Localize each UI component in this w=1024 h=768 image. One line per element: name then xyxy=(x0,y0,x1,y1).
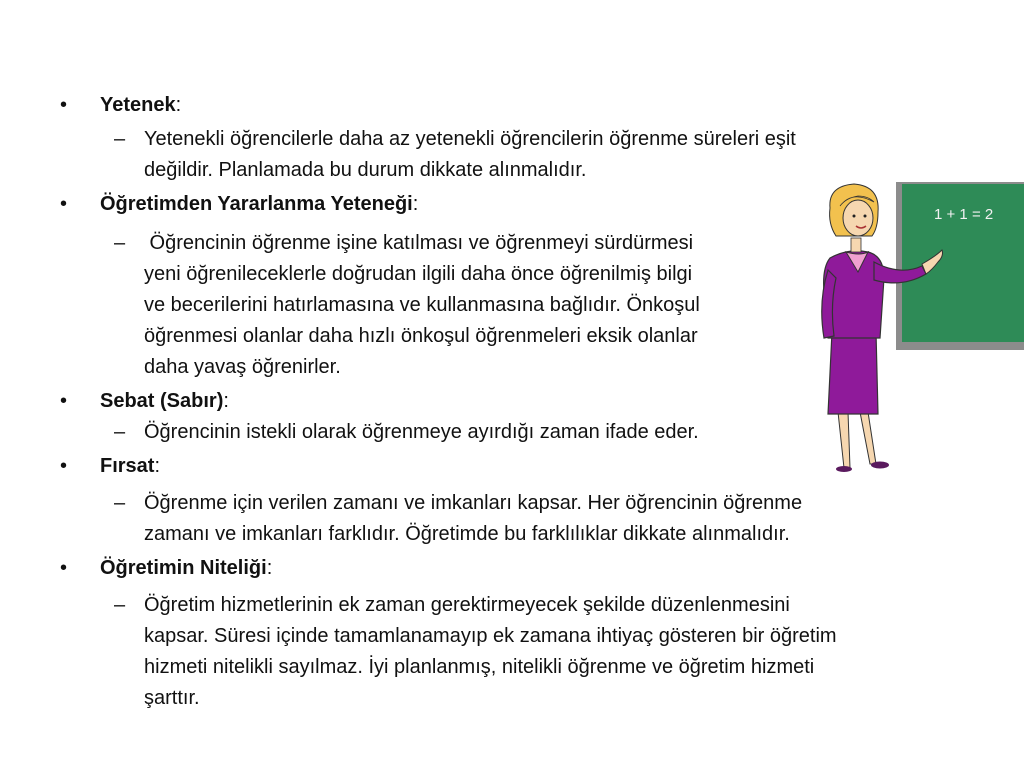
sub-line: ve becerilerini hatırlamasına ve kullanmasına bağlıdır. Önkoşul xyxy=(144,294,700,316)
dash-marker: – xyxy=(114,421,126,443)
teacher-face xyxy=(843,200,873,236)
sub-line: Yetenekli öğrencilerle daha az yetenekli öğrencilerin öğrenme süreleri eşit xyxy=(144,128,796,150)
bullet-term: Yetenek xyxy=(100,94,176,116)
sub-line: şarttır. xyxy=(144,687,200,709)
dash-marker: – xyxy=(114,594,126,616)
bullet-item-yetenek xyxy=(60,90,960,121)
bullet-dot: • xyxy=(60,557,68,579)
sub-line: daha yavaş öğrenirler. xyxy=(144,356,341,378)
sub-line: Öğrencinin öğrenme işine katılması ve öğrenmeyi sürdürmesi xyxy=(144,232,694,254)
teacher-eye xyxy=(864,215,867,218)
bullet-item-ogretimin-niteligi xyxy=(60,553,960,584)
sub-line: hizmeti nitelikli sayılmaz. İyi planlanmış, nitelikli öğrenme ve öğretim hizmeti xyxy=(144,656,815,678)
board-text: 1 + 1 = 2 xyxy=(934,206,994,223)
sub-line: kapsar. Süresi içinde tamamlanamayıp ek zamana ihtiyaç gösteren bir öğretim xyxy=(144,625,837,647)
dash-marker: – xyxy=(114,492,126,514)
sub-bullet xyxy=(60,124,960,186)
bullet-colon: : xyxy=(266,557,273,579)
bullet-dot: • xyxy=(60,94,68,116)
bullet-heading xyxy=(60,90,960,121)
bullet-term: Öğretimden Yararlanma Yeteneği xyxy=(100,193,413,215)
bullet-colon: : xyxy=(223,390,229,412)
bullet-colon: : xyxy=(154,455,161,477)
teacher-eye xyxy=(853,215,856,218)
sub-line: yeni öğrenileceklerle doğrudan ilgili daha önce öğrenilmiş bilgi xyxy=(144,263,693,285)
teacher-at-chalkboard-icon xyxy=(818,182,1024,474)
sub-line: Öğrencinin istekli olarak öğrenmeye ayırdığı zaman ifade eder. xyxy=(144,421,699,443)
bullet-dot: • xyxy=(60,390,68,412)
sub-line: öğrenmesi olanlar daha hızlı önkoşul öğrenmeleri eksik olanlar xyxy=(144,325,698,347)
sub-bullet xyxy=(60,488,960,550)
sub-bullet xyxy=(60,590,960,714)
sub-line: değildir. Planlamada bu durum dikkate alınmalıdır. xyxy=(144,159,587,181)
teacher-neck xyxy=(851,238,861,252)
dash-marker: – xyxy=(114,128,126,150)
bullet-term: Sebat (Sabır) xyxy=(100,390,224,412)
teacher-leg xyxy=(838,412,850,468)
teacher-shoe xyxy=(836,466,852,472)
sub-line: Öğretim hizmetlerinin ek zaman gerektirmeyecek şekilde düzenlenmesini xyxy=(144,594,790,616)
teacher-leg xyxy=(860,412,876,464)
bullet-colon: : xyxy=(175,94,182,116)
bullet-term: Öğretimin Niteliği xyxy=(100,557,267,579)
teacher-skirt xyxy=(828,332,878,414)
teacher-shoe xyxy=(871,462,889,469)
sub-line: zamanı ve imkanları farklıdır. Öğretimde bu farklılıklar dikkate alınmalıdır. xyxy=(144,523,790,545)
bullet-dot: • xyxy=(60,193,68,215)
bullet-colon: : xyxy=(412,193,419,215)
bullet-term: Fırsat xyxy=(100,455,155,477)
dash-marker: – xyxy=(114,232,126,254)
sub-line: Öğrenme için verilen zamanı ve imkanları kapsar. Her öğrencinin öğrenme xyxy=(144,492,803,514)
bullet-dot: • xyxy=(60,455,68,477)
